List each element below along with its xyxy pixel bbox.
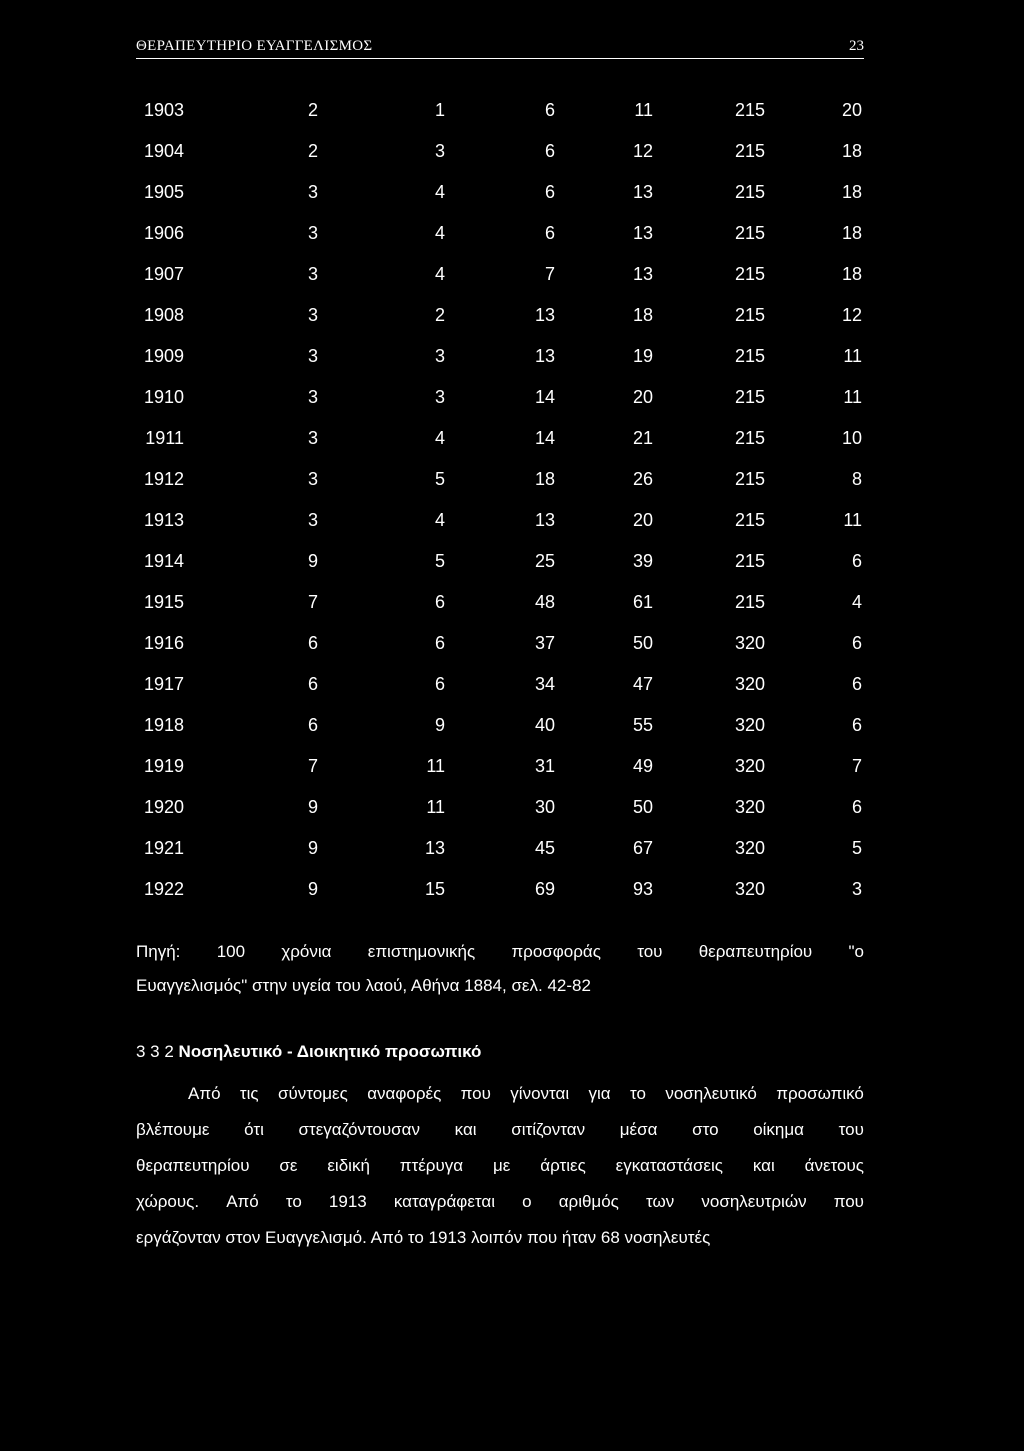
table-cell: 6 xyxy=(307,674,318,694)
table-cell: 34 xyxy=(534,674,555,694)
table-cell: 215 xyxy=(734,264,765,284)
table-cell: 18 xyxy=(841,264,862,284)
table-cell: 4 xyxy=(434,182,445,202)
table-cell: 20 xyxy=(632,510,653,530)
table-cell: 40 xyxy=(534,715,555,735)
body-word: νοσηλευτικό xyxy=(665,1084,757,1103)
statistics-table xyxy=(136,90,862,910)
page-number: 23 xyxy=(849,38,864,54)
year-cell: 1909 xyxy=(143,346,184,366)
body-word: του xyxy=(838,1120,864,1139)
table-cell: 3 xyxy=(434,387,445,407)
table-cell: 26 xyxy=(632,469,653,489)
table-cell: 1 xyxy=(434,100,445,120)
table-cell: 6 xyxy=(307,633,318,653)
body-word: αναφορές xyxy=(367,1084,442,1103)
source-line-1 xyxy=(136,935,864,969)
table-cell: 39 xyxy=(632,551,653,571)
year-cell: 1910 xyxy=(143,387,184,407)
body-line xyxy=(136,1076,864,1112)
table-cell: 215 xyxy=(734,141,765,161)
table-cell: 20 xyxy=(632,387,653,407)
table-cell: 6 xyxy=(434,633,445,653)
table-row xyxy=(136,541,862,582)
table-cell: 3 xyxy=(307,264,318,284)
year-cell: 1920 xyxy=(143,797,184,817)
year-cell: 1919 xyxy=(143,756,184,776)
year-cell: 1908 xyxy=(143,305,184,325)
table-cell: 2 xyxy=(434,305,445,325)
table-cell: 320 xyxy=(734,715,765,735)
table-cell: 4 xyxy=(434,264,445,284)
table-cell: 3 xyxy=(307,223,318,243)
source-word: 100 xyxy=(216,942,246,961)
table-cell: 5 xyxy=(851,838,862,858)
table-cell: 9 xyxy=(307,797,318,817)
year-cell: 1904 xyxy=(143,141,184,161)
table-cell: 6 xyxy=(851,797,862,817)
body-word: σε xyxy=(279,1156,298,1175)
table-cell: 18 xyxy=(632,305,653,325)
table-cell: 3 xyxy=(307,346,318,366)
table-cell: 3 xyxy=(307,428,318,448)
year-cell: 1922 xyxy=(143,879,184,899)
table-cell: 6 xyxy=(434,674,445,694)
table-row xyxy=(136,377,862,418)
table-cell: 67 xyxy=(632,838,653,858)
table-cell: 2 xyxy=(307,141,318,161)
table-cell: 320 xyxy=(734,879,765,899)
source-line-2: Ευαγγελισμός" στην υγεία του λαού, Αθήνα 1884, σελ. 42-82 xyxy=(136,976,591,995)
body-word: ειδική xyxy=(327,1156,370,1175)
table-cell: 14 xyxy=(534,387,555,407)
page-header xyxy=(136,36,864,59)
body-word: εργάζονταν στον Ευαγγελισμό. Από το 1913 λοιπόν που ήταν 68 νοσηλευτές xyxy=(136,1228,711,1247)
source-word: θεραπευτηρίου xyxy=(698,942,813,961)
body-word: άνετους xyxy=(804,1156,864,1175)
year-cell: 1916 xyxy=(143,633,184,653)
table-cell: 6 xyxy=(544,182,555,202)
body-word: προσωπικό xyxy=(776,1084,864,1103)
table-cell: 18 xyxy=(841,223,862,243)
body-word: 1913 xyxy=(328,1192,367,1211)
body-word: γίνονται xyxy=(510,1084,570,1103)
body-word: ο xyxy=(522,1192,532,1211)
body-word: των xyxy=(646,1192,675,1211)
table-row xyxy=(136,172,862,213)
table-cell: 6 xyxy=(307,715,318,735)
year-cell: 1907 xyxy=(143,264,184,284)
table-row xyxy=(136,705,862,746)
year-cell: 1911 xyxy=(145,428,184,448)
source-word: επιστημονικής xyxy=(367,942,476,961)
year-cell: 1917 xyxy=(143,674,184,694)
table-row xyxy=(136,254,862,295)
body-word: βλέπουμε xyxy=(136,1120,210,1139)
table-cell: 215 xyxy=(734,346,765,366)
body-word: και xyxy=(752,1156,775,1175)
table-cell: 10 xyxy=(841,428,862,448)
body-paragraph xyxy=(136,1076,864,1256)
table-row xyxy=(136,459,862,500)
table-cell: 11 xyxy=(843,510,862,530)
body-word: τις xyxy=(239,1084,259,1103)
table-row xyxy=(136,869,862,910)
table-cell: 6 xyxy=(544,223,555,243)
table-cell: 25 xyxy=(534,551,555,571)
body-word: χώρους. xyxy=(136,1192,200,1211)
table-body xyxy=(136,90,862,910)
table-cell: 47 xyxy=(632,674,653,694)
table-cell: 93 xyxy=(632,879,653,899)
year-cell: 1903 xyxy=(143,100,184,120)
body-word: σιτίζονταν xyxy=(511,1120,586,1139)
table-row xyxy=(136,213,862,254)
table-cell: 12 xyxy=(632,141,653,161)
table-cell: 6 xyxy=(544,100,555,120)
body-line xyxy=(136,1112,864,1148)
table-cell: 11 xyxy=(634,100,653,120)
table-cell: 215 xyxy=(734,387,765,407)
body-word: το xyxy=(630,1084,646,1103)
header-title: ΘΕΡΑΠΕΥΤΗΡΙΟ ΕΥΑΓΓΕΛΙΣΜΟΣ xyxy=(136,38,373,54)
body-word: με xyxy=(492,1156,511,1175)
body-word: στο xyxy=(692,1120,719,1139)
year-cell: 1918 xyxy=(143,715,184,735)
table-cell: 11 xyxy=(426,756,445,776)
table-cell: 19 xyxy=(632,346,653,366)
year-cell: 1914 xyxy=(143,551,184,571)
table-cell: 320 xyxy=(734,756,765,776)
table-cell: 69 xyxy=(534,879,555,899)
table-row xyxy=(136,787,862,828)
table-row xyxy=(136,418,862,459)
table-cell: 215 xyxy=(734,592,765,612)
table-cell: 3 xyxy=(434,141,445,161)
body-line xyxy=(136,1220,864,1256)
body-word: πτέρυγα xyxy=(399,1156,464,1175)
table-cell: 215 xyxy=(734,100,765,120)
table-cell: 7 xyxy=(307,756,318,776)
table-cell: 3 xyxy=(851,879,862,899)
year-cell: 1915 xyxy=(143,592,184,612)
table-cell: 3 xyxy=(307,182,318,202)
body-word: άρτιες xyxy=(540,1156,586,1175)
table-cell: 11 xyxy=(426,797,445,817)
section-heading xyxy=(136,1042,481,1062)
table-cell: 20 xyxy=(841,100,862,120)
body-word: θεραπευτηρίου xyxy=(136,1156,250,1175)
table-cell: 45 xyxy=(534,838,555,858)
table-cell: 11 xyxy=(843,387,862,407)
table-cell: 320 xyxy=(734,838,765,858)
table-cell: 4 xyxy=(434,223,445,243)
source-word: του xyxy=(637,942,663,961)
body-word: νοσηλευτριών xyxy=(701,1192,807,1211)
table-cell: 12 xyxy=(841,305,862,325)
table-cell: 13 xyxy=(632,264,653,284)
table-cell: 215 xyxy=(734,551,765,571)
table-cell: 7 xyxy=(307,592,318,612)
table-row xyxy=(136,828,862,869)
table-cell: 9 xyxy=(307,838,318,858)
table-cell: 13 xyxy=(632,182,653,202)
year-cell: 1912 xyxy=(143,469,184,489)
table-cell: 6 xyxy=(544,141,555,161)
table-cell: 18 xyxy=(534,469,555,489)
table-cell: 21 xyxy=(632,428,653,448)
body-word: μέσα xyxy=(619,1120,658,1139)
source-note xyxy=(136,935,864,1003)
body-word: Από xyxy=(188,1084,221,1103)
body-word: σύντομες xyxy=(278,1084,348,1103)
table-cell: 13 xyxy=(424,838,445,858)
table-cell: 14 xyxy=(534,428,555,448)
table-cell: 3 xyxy=(307,305,318,325)
table-cell: 3 xyxy=(307,387,318,407)
year-cell: 1905 xyxy=(143,182,184,202)
body-line xyxy=(136,1148,864,1184)
table-cell: 37 xyxy=(534,633,555,653)
table-cell: 320 xyxy=(734,633,765,653)
body-word: που xyxy=(833,1192,864,1211)
body-word: ότι xyxy=(244,1120,264,1139)
table-cell: 13 xyxy=(632,223,653,243)
table-cell: 215 xyxy=(734,469,765,489)
year-cell: 1906 xyxy=(143,223,184,243)
section-title: Νοσηλευτικό - Διοικητικό προσωπικό xyxy=(178,1042,482,1061)
body-word: αριθμός xyxy=(558,1192,619,1211)
table-cell: 7 xyxy=(544,264,555,284)
table-cell: 320 xyxy=(734,674,765,694)
table-cell: 6 xyxy=(851,551,862,571)
table-cell: 30 xyxy=(534,797,555,817)
table-cell: 61 xyxy=(632,592,653,612)
table-cell: 215 xyxy=(734,223,765,243)
table-cell: 2 xyxy=(307,100,318,120)
table-cell: 6 xyxy=(434,592,445,612)
table-cell: 8 xyxy=(851,469,862,489)
table-cell: 13 xyxy=(534,305,555,325)
table-cell: 9 xyxy=(307,551,318,571)
table-cell: 215 xyxy=(734,510,765,530)
body-word: οίκημα xyxy=(753,1120,805,1139)
table-cell: 11 xyxy=(843,346,862,366)
table-row xyxy=(136,664,862,705)
table-cell: 31 xyxy=(534,756,555,776)
table-cell: 6 xyxy=(851,633,862,653)
body-word: και xyxy=(454,1120,477,1139)
table-cell: 3 xyxy=(434,346,445,366)
section-number: 3 3 2 xyxy=(136,1042,174,1061)
table-row xyxy=(136,623,862,664)
table-cell: 3 xyxy=(307,469,318,489)
table-row xyxy=(136,746,862,787)
table-cell: 18 xyxy=(841,182,862,202)
table-cell: 9 xyxy=(434,715,445,735)
table-cell: 50 xyxy=(632,797,653,817)
table-row xyxy=(136,336,862,377)
table-cell: 49 xyxy=(632,756,653,776)
table-cell: 18 xyxy=(841,141,862,161)
table-row xyxy=(136,90,862,131)
body-word: το xyxy=(285,1192,302,1211)
body-word: που xyxy=(460,1084,491,1103)
body-word: για xyxy=(588,1084,611,1103)
table-cell: 5 xyxy=(434,469,445,489)
table-row xyxy=(136,295,862,336)
table-cell: 215 xyxy=(734,305,765,325)
table-cell: 50 xyxy=(632,633,653,653)
body-word: Από xyxy=(226,1192,259,1211)
source-word: Πηγή: xyxy=(136,942,181,961)
source-word: χρόνια xyxy=(281,942,332,961)
table-cell: 13 xyxy=(534,510,555,530)
body-word: εγκαταστάσεις xyxy=(615,1156,723,1175)
source-word: "ο xyxy=(848,942,864,961)
table-cell: 4 xyxy=(434,428,445,448)
table-cell: 55 xyxy=(632,715,653,735)
body-line xyxy=(136,1184,864,1220)
table-cell: 48 xyxy=(534,592,555,612)
table-cell: 6 xyxy=(851,715,862,735)
table-cell: 6 xyxy=(851,674,862,694)
body-word: στεγαζόντουσαν xyxy=(298,1120,420,1139)
table-row xyxy=(136,500,862,541)
table-cell: 320 xyxy=(734,797,765,817)
year-cell: 1921 xyxy=(143,838,184,858)
table-cell: 215 xyxy=(734,182,765,202)
body-word: καταγράφεται xyxy=(393,1192,495,1211)
table-cell: 4 xyxy=(851,592,862,612)
table-cell: 4 xyxy=(434,510,445,530)
table-cell: 9 xyxy=(307,879,318,899)
table-cell: 5 xyxy=(434,551,445,571)
table-cell: 15 xyxy=(424,879,445,899)
source-word: προσφοράς xyxy=(511,942,601,961)
year-cell: 1913 xyxy=(143,510,184,530)
table-row xyxy=(136,131,862,172)
table-row xyxy=(136,582,862,623)
table-cell: 215 xyxy=(734,428,765,448)
table-cell: 13 xyxy=(534,346,555,366)
table-cell: 7 xyxy=(851,756,862,776)
table-cell: 3 xyxy=(307,510,318,530)
